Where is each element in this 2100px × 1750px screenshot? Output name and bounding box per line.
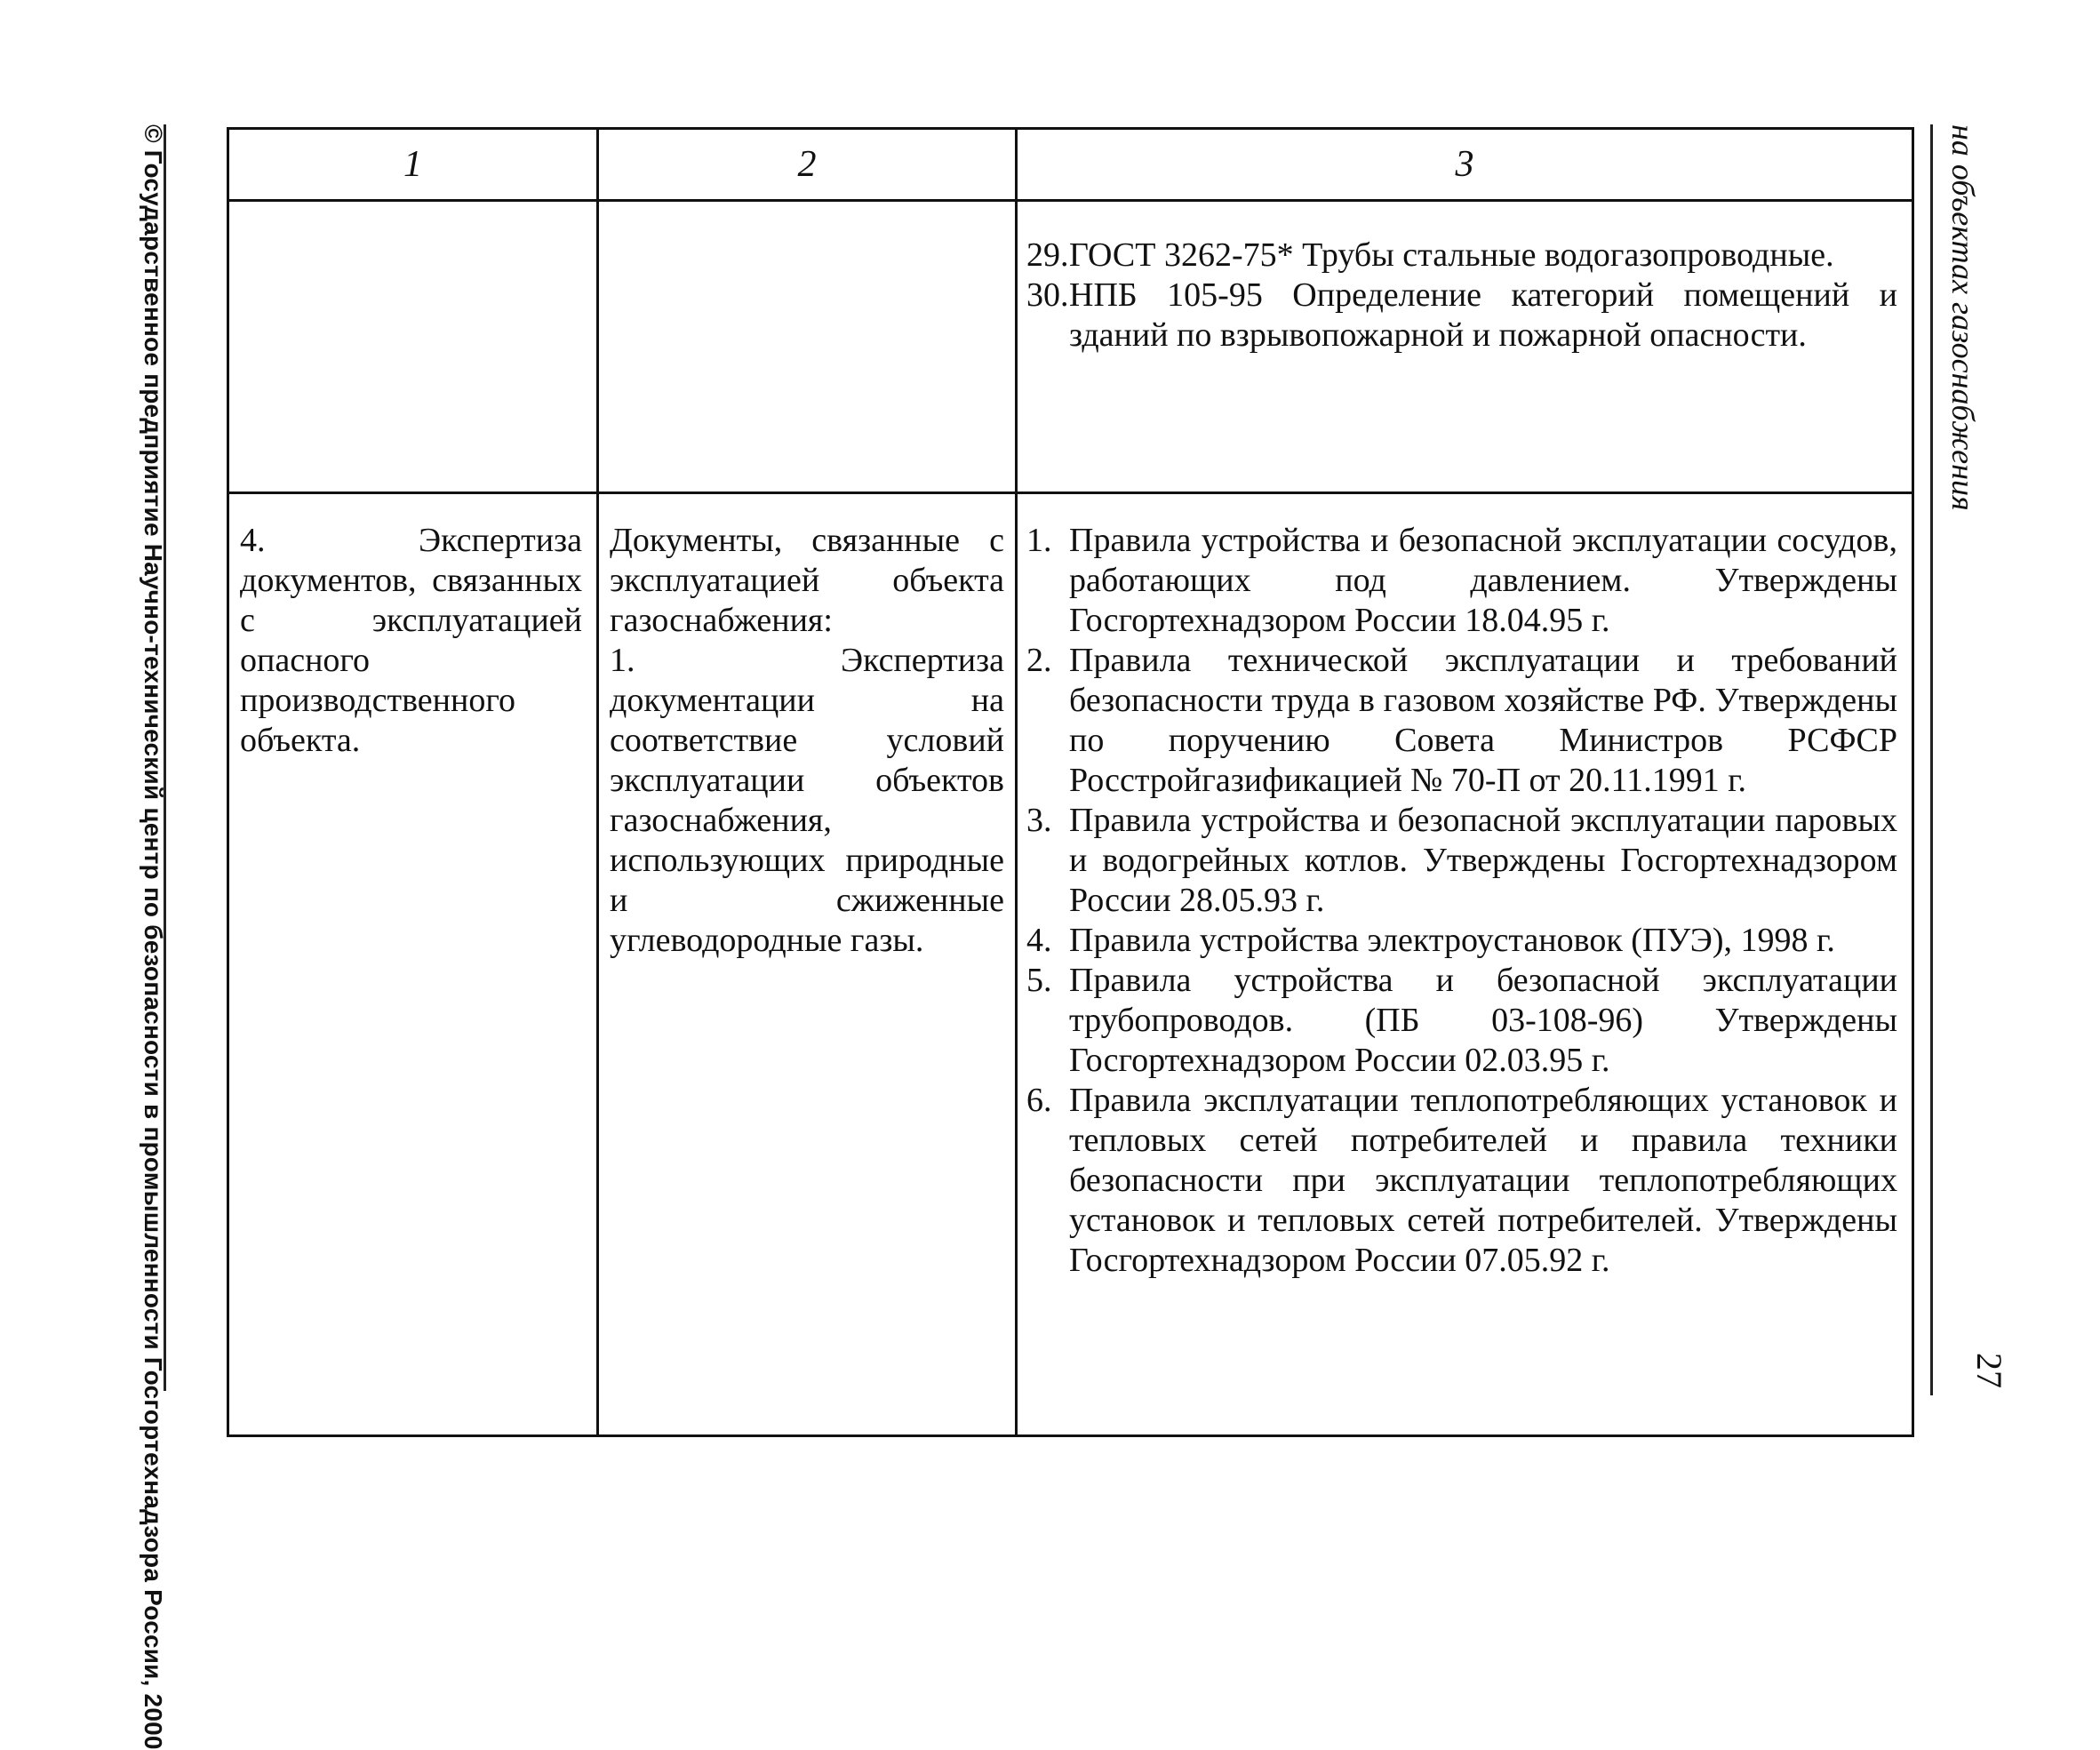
documents-item: 1. Экспертиза документации на соответствие условий эксплуатации объектов газоснабжения, использующих природные и сжиженные углеводородные газы. (610, 642, 1004, 959)
list-item: 4. Правила устройства электроустановок (ПУЭ), 1998 г. (1026, 922, 1835, 959)
list-item: 6. Правила эксплуатации теплопотребляющих установок и тепловых сетей потребителей и правила техники безопасности при эксплуатации теплопотребляющих установок и тепловых сетей потребителей. Утверждены Госгортехнадзором России 07.05.92 г. (1026, 1082, 1897, 1279)
reference-list (1026, 236, 1897, 356)
running-header: на объектах газоснабжения (1945, 124, 1981, 511)
right-margin-rule (1930, 124, 1933, 1395)
list-item: 3. Правила устройства и безопасной эксплуатации паровых и водогрейных котлов. Утверждены Госгортехнадзором России 28.05.93 г. (1026, 802, 1897, 919)
list-item: 2. Правила технической эксплуатации и требований безопасности труда в газовом хозяйстве РФ. Утверждены по поручению Совета Министров РСФСР Росстройгазификацией № 70-П от 20.11.1991 г. (1026, 642, 1897, 799)
table-cell-empty (228, 201, 598, 493)
table-header-row (228, 129, 1913, 201)
column-header-1: 1 (228, 129, 598, 201)
table-cell-empty (598, 201, 1017, 493)
column-header-2: 2 (598, 129, 1017, 201)
documents-intro: Документы, связанные с эксплуатацией объекта газоснабжения: (610, 522, 1004, 639)
table-row (228, 201, 1913, 493)
copyright-notice: © Государственное предприятие Научно-технический центр по безопасности в промышленности Госгортехнадзора России, 2000 (140, 124, 167, 1750)
reference-list (1026, 521, 1897, 1281)
list-item: 29. ГОСТ 3262-75* Трубы стальные водогазопроводные. (1026, 236, 1834, 274)
document-table (227, 127, 1914, 1437)
table-cell-documents (598, 493, 1017, 1436)
page-number: 27 (1969, 1353, 2009, 1388)
list-item: 30. НПБ 105-95 Определение категорий помещений и зданий по взрывопожарной и пожарной опасности. (1026, 276, 1897, 354)
list-item: 1. Правила устройства и безопасной эксплуатации сосудов, работающих под давлением. Утверждены Госгортехнадзором России 18.04.95 г. (1026, 522, 1897, 639)
table-row (228, 493, 1913, 1436)
table-cell-references (1017, 201, 1913, 493)
table-cell-work-type: 4. Экспертиза документов, связанных с эксплуатацией опасного производственного объекта. (228, 493, 598, 1436)
table-cell-references (1017, 493, 1913, 1436)
column-header-3: 3 (1017, 129, 1913, 201)
list-item: 5. Правила устройства и безопасной эксплуатации трубопроводов. (ПБ 03-108-96) Утверждены Госгортехнадзором России 02.03.95 г. (1026, 962, 1897, 1079)
